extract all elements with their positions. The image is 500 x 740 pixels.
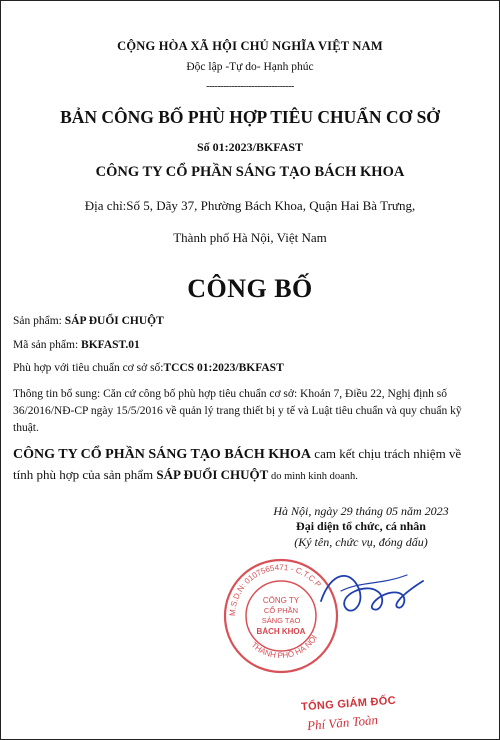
standard-value: TCCS 01:2023/BKFAST <box>163 362 284 374</box>
company-address-line2: Thành phố Hà Nội, Việt Nam <box>173 230 327 245</box>
national-title: CỘNG HÒA XÃ HỘI CHỦ NGHĨA VIỆT NAM <box>117 39 383 53</box>
product-code-label: Mã sản phẩm: <box>13 339 79 351</box>
standard-line <box>13 360 483 377</box>
commitment-text-b: do mình kinh doanh. <box>268 471 358 482</box>
director-name: Phí Văn Toàn <box>306 711 379 734</box>
seal-center-line2: CỔ PHẦN <box>263 606 299 615</box>
seal-ring-text: M.S.D.N: 0107565471 - C.T.C.P <box>227 562 323 617</box>
additional-info: Thông tin bổ sung: Căn cứ công bố phù hợp tiêu chuẩn cơ sở: Khoản 7, Điều 22, Nghị định số 36/2016/NĐ-CP ngày 15/5/2016 về quản lý trang thiết bị y tế và Luật tiêu chuẩn và quy chuẩn kỹ thuật. <box>13 388 462 434</box>
signing-date: Hà Nội, ngày 29 tháng 05 năm 2023 <box>273 504 449 518</box>
seal-center-line4: BÁCH KHOA <box>256 627 306 636</box>
commitment-product: SÁP ĐUỔI CHUỘT <box>156 467 269 482</box>
product-line <box>13 313 483 330</box>
product-value: SÁP ĐUỔI CHUỘT <box>64 315 164 327</box>
header-divider: ------------------------------- <box>206 81 294 92</box>
commitment-paragraph <box>13 444 483 487</box>
commitment-text-a: cam kết chịu trách nhiệm về tính phù hợp của sản phẩm <box>13 446 462 482</box>
seal-center-line3: SÁNG TẠO <box>261 616 301 625</box>
document-number: Số 01:2023/BKFAST <box>196 140 304 154</box>
declaration-heading: CÔNG BỐ <box>187 274 313 303</box>
commitment-company: CÔNG TY CỔ PHẦN SÁNG TẠO BÁCH KHOA <box>13 447 312 462</box>
sign-instruction: (Ký tên, chức vụ, đóng dấu) <box>294 535 428 549</box>
seal-center-line1: CÔNG TY <box>262 596 300 605</box>
standard-label: Phù hợp với tiêu chuẩn cơ sở số: <box>13 362 164 374</box>
national-motto: Độc lập -Tự do- Hạnh phúc <box>186 61 314 73</box>
handwritten-signature <box>311 561 431 631</box>
company-name: CÔNG TY CỔ PHẦN SÁNG TẠO BÁCH KHOA <box>95 164 405 180</box>
product-label: Sản phẩm: <box>13 315 62 327</box>
product-code-value: BKFAST.01 <box>81 339 140 351</box>
seal-bottom-text: THÀNH PHỐ HÀ NỘI <box>249 633 320 661</box>
representative-label: Đại diện tổ chức, cá nhân <box>296 519 426 533</box>
director-title: TỔNG GIÁM ĐỐC <box>300 694 397 714</box>
document-title: BẢN CÔNG BỐ PHÙ HỢP TIÊU CHUẨN CƠ SỞ <box>60 107 440 127</box>
product-code-line <box>13 337 483 354</box>
company-address-line1: Địa chỉ:Số 5, Dãy 37, Phường Bách Khoa, Quận Hai Bà Trưng, <box>84 198 416 213</box>
